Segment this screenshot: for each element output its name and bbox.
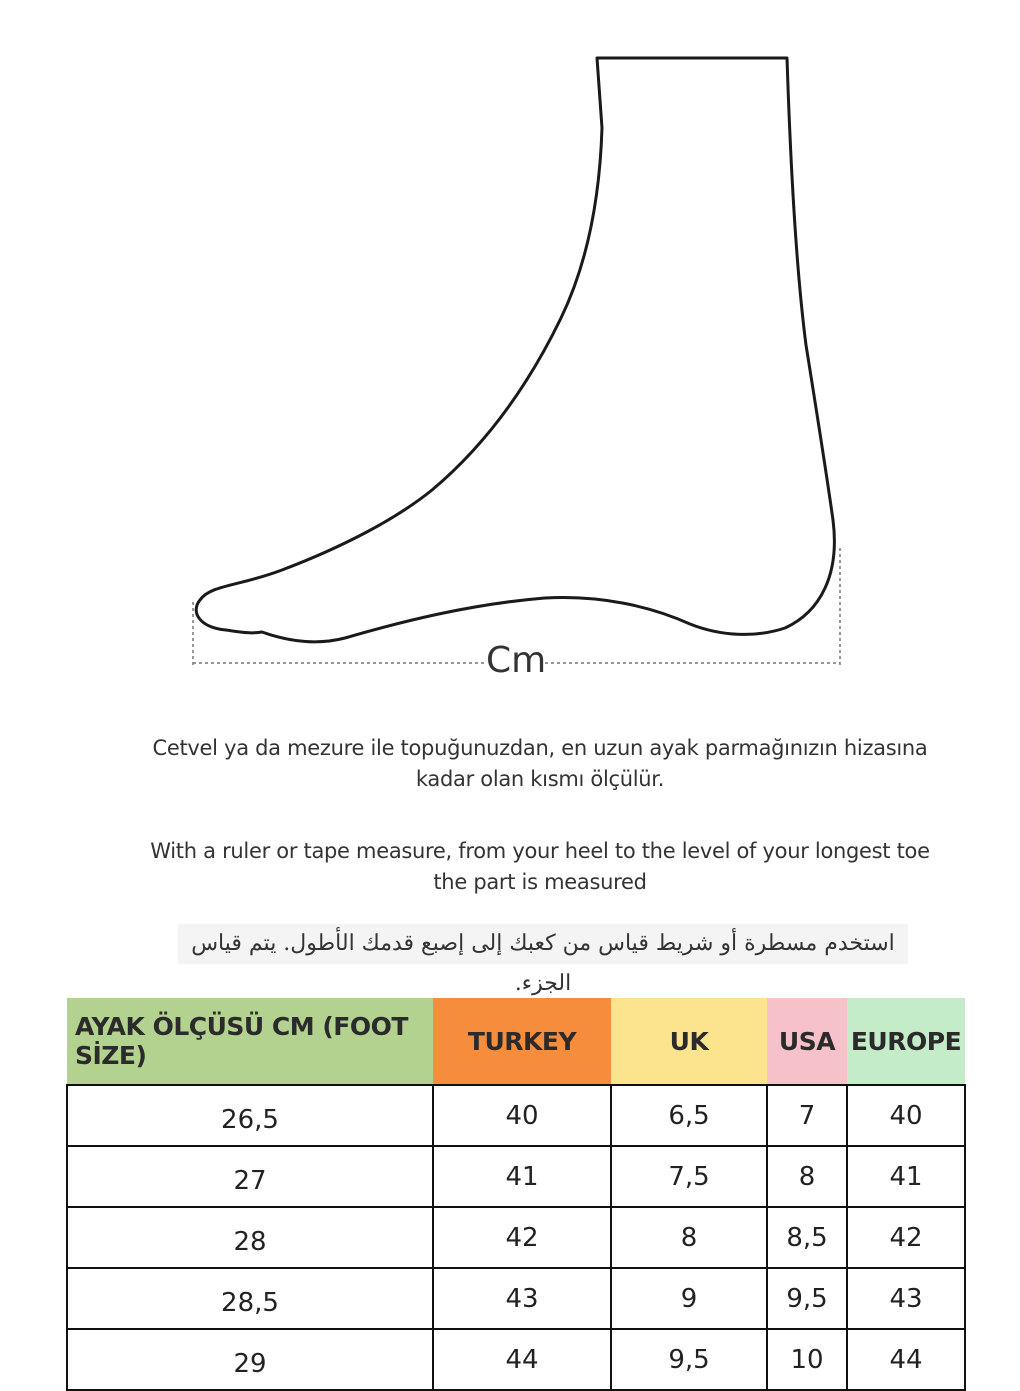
cell-foot-size: 26,5 [67, 1085, 433, 1146]
cell-foot-size: 28 [67, 1207, 433, 1268]
header-foot-size: AYAK ÖLÇÜSÜ CM (FOOT SİZE) [67, 998, 433, 1084]
cell-uk: 9 [611, 1268, 767, 1329]
cell-turkey: 43 [433, 1268, 611, 1329]
cell-europe: 44 [847, 1329, 965, 1390]
instruction-turkish: Cetvel ya da mezure ile topuğunuzdan, en uzun ayak parmağınızın hizasına kadar olan kısmı ölçülür. [152, 736, 928, 791]
cell-usa: 8 [767, 1146, 847, 1207]
cell-foot-size: 27 [67, 1146, 433, 1207]
cell-uk: 9,5 [611, 1329, 767, 1390]
header-turkey: TURKEY [433, 998, 611, 1084]
cell-turkey: 44 [433, 1329, 611, 1390]
table-row [67, 1268, 965, 1329]
size-chart-header-row [67, 998, 965, 1084]
table-row [67, 1146, 965, 1207]
cell-uk: 7,5 [611, 1146, 767, 1207]
header-usa: USA [767, 998, 847, 1084]
cell-turkey: 40 [433, 1085, 611, 1146]
table-row [67, 1085, 965, 1146]
cell-europe: 41 [847, 1146, 965, 1207]
instruction-arabic: استخدم مسطرة أو شريط قياس من كعبك إلى إصبع قدمك الأطول. يتم قياس الجزء. [178, 924, 908, 964]
cell-uk: 6,5 [611, 1085, 767, 1146]
cell-foot-size: 28,5 [67, 1268, 433, 1329]
foot-outline [196, 58, 834, 642]
cell-turkey: 42 [433, 1207, 611, 1268]
cell-usa: 8,5 [767, 1207, 847, 1268]
cell-europe: 40 [847, 1085, 965, 1146]
instruction-english: With a ruler or tape measure, from your heel to the level of your longest toe the part is measured [150, 839, 930, 894]
cell-foot-size: 29 [67, 1329, 433, 1390]
cell-usa: 7 [767, 1085, 847, 1146]
header-europe: EUROPE [847, 998, 965, 1084]
measure-unit-label: Cm [486, 640, 547, 681]
cell-usa: 9,5 [767, 1268, 847, 1329]
cell-europe: 42 [847, 1207, 965, 1268]
table-row [67, 1207, 965, 1268]
cell-europe: 43 [847, 1268, 965, 1329]
cell-turkey: 41 [433, 1146, 611, 1207]
cell-uk: 8 [611, 1207, 767, 1268]
header-uk: UK [611, 998, 767, 1084]
cell-usa: 10 [767, 1329, 847, 1390]
size-chart-table [66, 998, 966, 1391]
